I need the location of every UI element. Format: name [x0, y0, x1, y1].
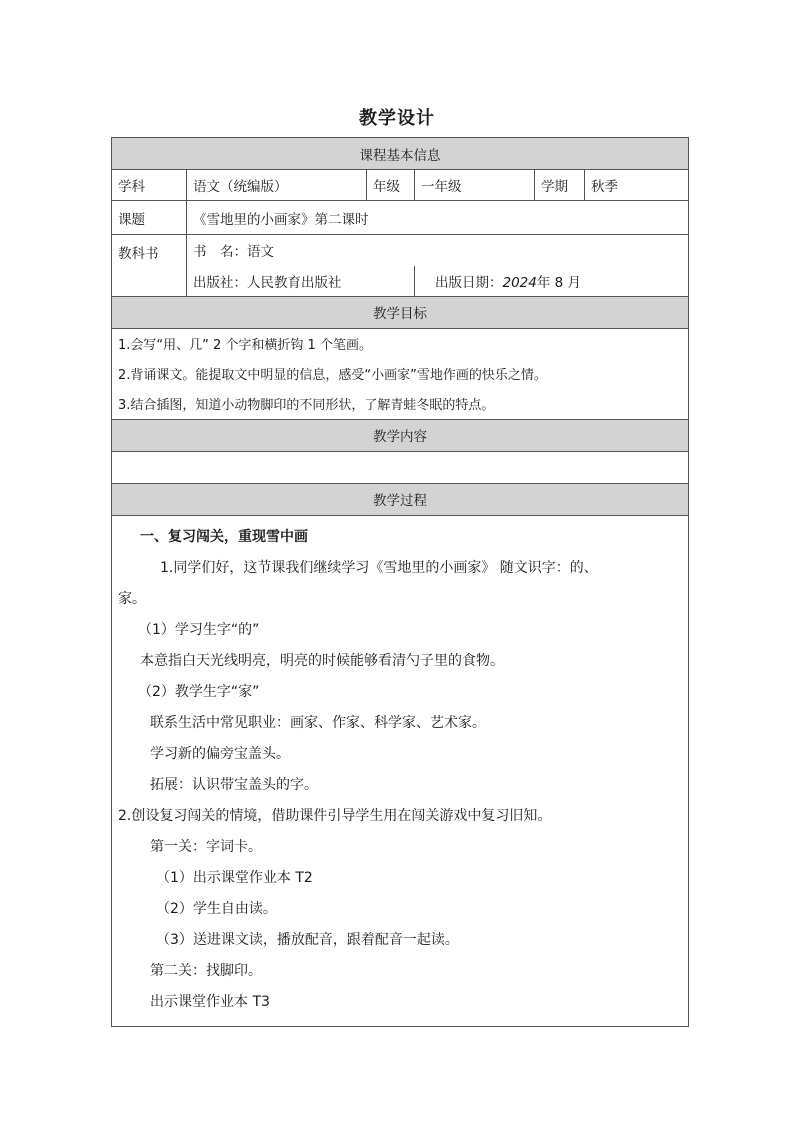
goal-item-2: 2.背诵课文。能提取文中明显的信息，感受“小画家”雪地作画的快乐之情。 — [112, 359, 689, 389]
goal-item-1: 1.会写“用、几” 2 个字和横折钩 1 个笔画。 — [112, 328, 689, 359]
section-header-content: 教学内容 — [112, 419, 689, 451]
process-sub-1: （1）学习生字“的” — [138, 621, 260, 638]
process-sub-2: （2）教学生字“家” — [138, 683, 260, 700]
textbook-label: 教科书 — [112, 235, 187, 297]
grade-value: 一年级 — [415, 170, 535, 201]
process-heading: 一、复习闯关，重现雪中画 — [140, 528, 308, 545]
process-sub-2-text-1: 联系生活中常见职业：画家、作家、科学家、艺术家。 — [150, 714, 486, 731]
term-label: 学期 — [535, 170, 585, 201]
process-step-2: 2.创设复习闯关的情境，借助课件引导学生用在闯关游戏中复习旧知。 — [118, 807, 552, 824]
publish-date-label: 出版日期： — [435, 274, 503, 291]
section-header-basic-info: 课程基本信息 — [112, 138, 689, 170]
level-1-title: 第一关：字词卡。 — [150, 838, 262, 855]
topic-label: 课题 — [112, 201, 187, 235]
publish-date-month: 年 8 月 — [536, 274, 582, 291]
publisher: 出版社：人民教育出版社 — [187, 266, 415, 297]
subject-value: 语文（统编版） — [187, 170, 367, 201]
section-header-goals: 教学目标 — [112, 296, 689, 328]
goal-item-3: 3.结合插图，知道小动物脚印的不同形状，了解青蛙冬眠的特点。 — [112, 389, 689, 420]
subject-label: 学科 — [112, 170, 187, 201]
section-header-process: 教学过程 — [112, 483, 689, 515]
lesson-plan-table — [111, 137, 689, 1027]
level-1-item-3: （3）送进课文读，播放配音，跟着配音一起读。 — [156, 931, 459, 948]
process-step-1: 1.同学们好，这节课我们继续学习《雪地里的小画家》 随文识字：的、 — [160, 559, 598, 576]
process-sub-2-text-2: 学习新的偏旁宝盖头。 — [150, 745, 290, 762]
process-sub-2-text-3: 拓展：认识带宝盖头的字。 — [150, 776, 318, 793]
page-title: 教学设计 — [359, 108, 435, 129]
publish-date — [415, 266, 689, 297]
process-step-1-cont: 家。 — [118, 590, 146, 607]
level-2-item-1: 出示课堂作业本 T3 — [150, 993, 270, 1010]
grade-label: 年级 — [367, 170, 415, 201]
level-1-item-2: （2）学生自由读。 — [156, 900, 277, 917]
process-body — [112, 515, 689, 1026]
term-value: 秋季 — [585, 170, 689, 201]
process-sub-1-text: 本意指白天光线明亮，明亮的时候能够看清勺子里的食物。 — [140, 652, 504, 669]
level-1-item-1: （1）出示课堂作业本 T2 — [156, 869, 313, 886]
level-2-title: 第二关：找脚印。 — [150, 962, 262, 979]
publish-date-year: 2024 — [502, 274, 537, 291]
content-body — [112, 451, 689, 483]
book-name: 书 名：语文 — [187, 235, 689, 266]
topic-value: 《雪地里的小画家》第二课时 — [187, 201, 689, 235]
